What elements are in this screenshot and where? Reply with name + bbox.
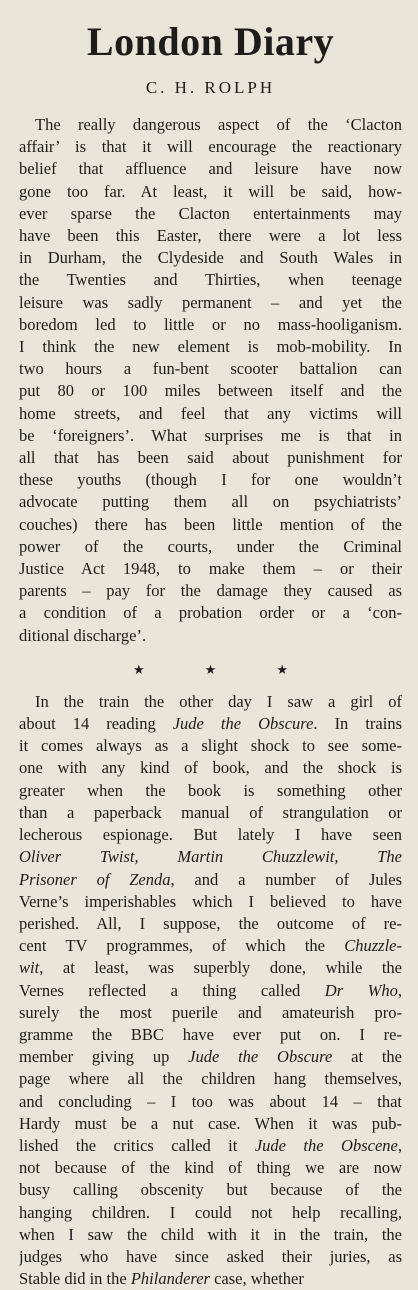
- text-line: in Durham, the Clydeside and South Wales in: [19, 248, 402, 268]
- text-line: home streets, and feel that any victims will: [19, 403, 402, 423]
- text-line: I think the new element is mob-mobility. In: [19, 337, 402, 357]
- text-line: a condition of a probation order or a ‘con-: [19, 603, 402, 623]
- section-separator: [19, 661, 402, 681]
- text-line: gramme the BBC have ever put on. I re-: [19, 1024, 402, 1044]
- text-line: the Twenties and Thirties, when teenage: [19, 270, 402, 290]
- text-line: ditional discharge’.: [19, 625, 147, 645]
- paragraph-clacton: [19, 114, 402, 647]
- text-line: it comes always as a slight shock to see some-: [19, 736, 402, 756]
- text-line: hanging children. I could not help recalling,: [19, 1202, 402, 1222]
- separator-star: ★: [133, 662, 145, 678]
- text-line: Hardy must be a nut case. When it was pub-: [19, 1113, 402, 1133]
- text-line: wit, at least, was superbly done, while the: [19, 958, 402, 978]
- text-line: ever sparse the Clacton entertainments may: [19, 203, 402, 223]
- article-title: London Diary: [86, 19, 335, 64]
- text-line: busy calling obscenity but because of the: [19, 1180, 402, 1200]
- text-line: Verne’s imperishables which I believed to have: [19, 891, 402, 911]
- text-line: In the train the other day I saw a girl of: [35, 691, 402, 711]
- text-line: and concluding – I too was about 14 – that: [19, 1091, 402, 1111]
- text-line: than a paperback manual of strangulation or: [19, 802, 402, 822]
- text-line: lecherous espionage. But lately I have seen: [19, 825, 402, 845]
- author-byline: C. H. ROLPH: [145, 78, 276, 97]
- text-line: greater when the book is something other: [19, 780, 402, 800]
- text-line: boredom led to little or no mass-hooliganism.: [19, 314, 402, 334]
- text-line: cent TV programmes, of which the Chuzzle-: [19, 936, 402, 956]
- text-line: Prisoner of Zenda, and a number of Jules: [19, 869, 402, 889]
- separator-star: ★: [276, 662, 288, 678]
- text-line: Oliver Twist, Martin Chuzzlewit, The: [19, 847, 402, 867]
- text-line: member giving up Jude the Obscure at the: [19, 1047, 402, 1067]
- text-line: not because of the kind of thing we are now: [19, 1158, 402, 1178]
- text-line: two hours a fun-bent scooter battalion can: [19, 359, 402, 379]
- text-line: judges who have since asked their juries, as: [19, 1246, 402, 1266]
- text-line: parents – pay for the damage they caused as: [19, 581, 402, 601]
- text-line: gone too far. At least, it will be said, how-: [19, 181, 402, 201]
- text-line: page where all the children hang themselves,: [19, 1069, 402, 1089]
- text-line: Stable did in the Philanderer case, whether: [19, 1269, 304, 1289]
- text-line: The really dangerous aspect of the ‘Clacton: [35, 115, 402, 134]
- text-line: belief that affluence and leisure have now: [19, 159, 402, 179]
- text-line: leisure was sadly permanent – and yet the: [19, 292, 402, 312]
- paragraph-train: [19, 691, 402, 1290]
- separator-star: ★: [204, 662, 217, 678]
- text-line: surely the most puerile and amateurish pro-: [19, 1002, 402, 1022]
- text-line: be ‘foreigners’. What surprises me is that in: [19, 425, 402, 445]
- text-line: couches) there has been little mention of the: [19, 514, 402, 534]
- text-line: Justice Act 1948, to make them – or their: [19, 559, 402, 579]
- text-line: power of the courts, under the Criminal: [19, 536, 402, 556]
- text-line: put 80 or 100 miles between itself and the: [19, 381, 402, 401]
- text-line: have been this Easter, there were a lot less: [19, 226, 402, 246]
- text-line: one with any kind of book, and the shock is: [19, 758, 402, 778]
- text-line: perished. All, I suppose, the outcome of re-: [19, 913, 402, 933]
- text-line: all that has been said about punishment for: [19, 448, 402, 468]
- text-line: Vernes reflected a thing called Dr Who,: [19, 980, 402, 1000]
- text-line: advocate putting them all on psychiatrists’: [19, 492, 402, 512]
- text-line: these youths (though I for one wouldn’t: [19, 470, 402, 490]
- text-line: when I saw the child with it in the train, the: [19, 1224, 402, 1244]
- text-line: about 14 reading Jude the Obscure. In trains: [19, 714, 402, 734]
- text-line: affair’ is that it will encourage the reactionary: [19, 137, 402, 157]
- text-line: lished the critics called it Jude the Obscene,: [19, 1135, 402, 1155]
